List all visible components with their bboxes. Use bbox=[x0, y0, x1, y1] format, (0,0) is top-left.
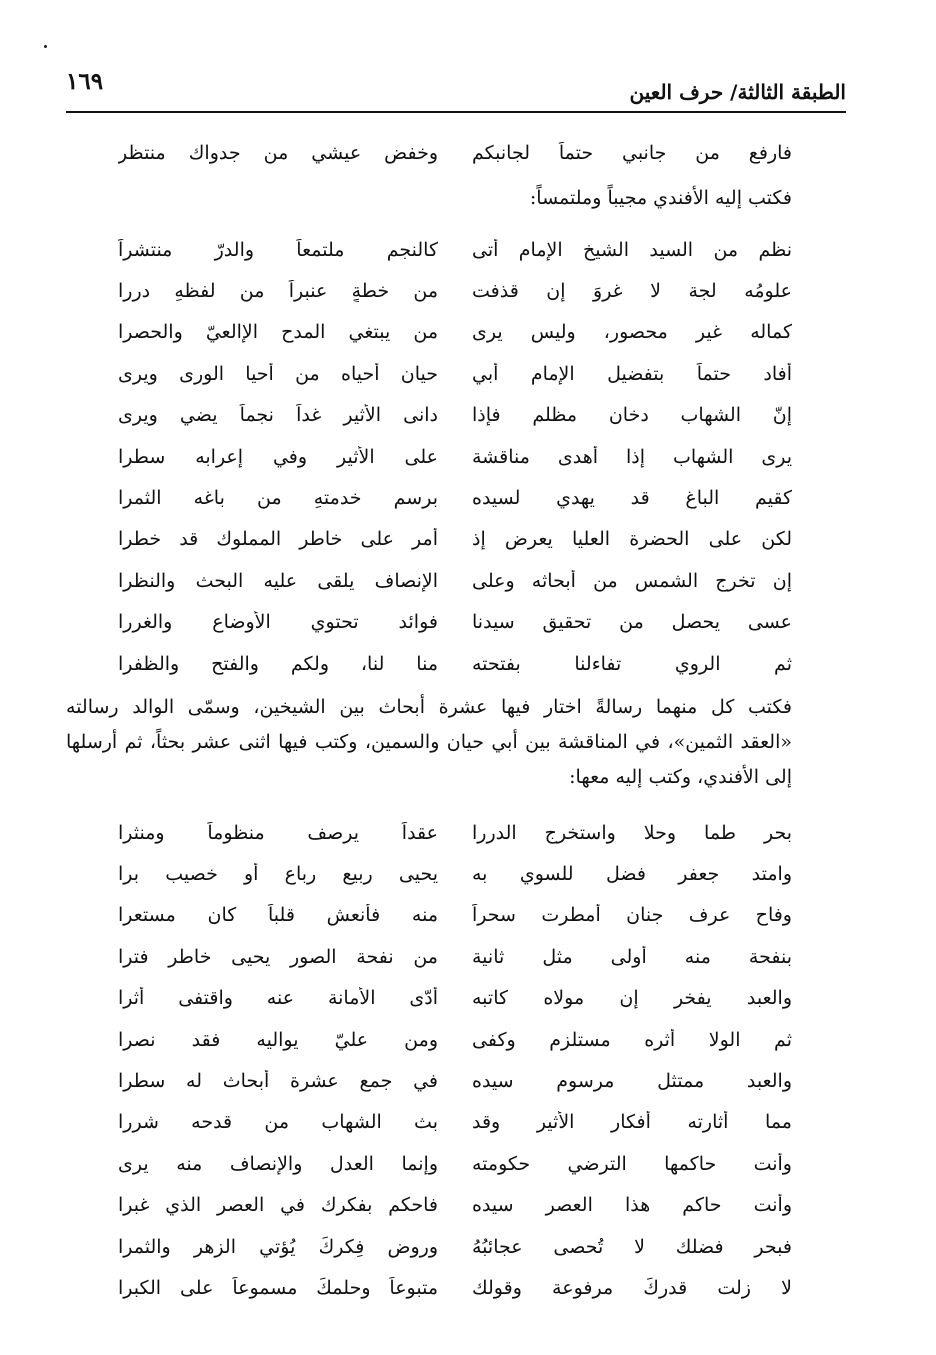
verse-second-hemistich: كالنجم ملتمعاً والدرّ منتشراً bbox=[118, 238, 438, 261]
verse-row bbox=[118, 1267, 792, 1308]
verse-second-hemistich: منا لنا، ولكم والفتح والظفرا bbox=[118, 652, 438, 675]
verse-first-hemistich: عسى يحصل من تحقيق سيدنا bbox=[472, 611, 792, 634]
verse-row bbox=[118, 1019, 792, 1060]
verse-first-hemistich: وامتد جعفر فضل للسوي به bbox=[472, 863, 792, 886]
header-rule bbox=[66, 111, 846, 113]
verse-row bbox=[118, 1185, 792, 1226]
page-number: ١٦٩ bbox=[66, 68, 104, 95]
verse-first-hemistich: والعبد يفخر إن مولاه كاتبه bbox=[472, 987, 792, 1010]
verse-first-hemistich: ثم الولا أثره مستلزم وكفى bbox=[472, 1028, 792, 1051]
verse-row bbox=[118, 812, 792, 853]
verse-second-hemistich: بث الشهاب من قدحه شررا bbox=[118, 1111, 438, 1134]
verse-second-hemistich: عقداً يرصف منظوماً ومنثرا bbox=[118, 821, 438, 844]
verse-second-hemistich: من نفحة الصور يحيى خاطر فترا bbox=[118, 945, 438, 968]
verse-second-hemistich: أدّى الأمانة عنه واقتفى أثرا bbox=[118, 987, 438, 1010]
verse-row bbox=[118, 312, 792, 353]
verse-first-hemistich: فبحر فضلك لا تُحصى عجائبُهُ bbox=[472, 1235, 792, 1258]
page-header bbox=[66, 62, 846, 112]
margin-dot bbox=[44, 45, 47, 48]
verse-row bbox=[118, 353, 792, 394]
prose-intro-reply: فكتب إليه الأفندي مجيباً وملتمساً: bbox=[529, 187, 792, 209]
verse-row bbox=[118, 853, 792, 894]
verse-first-hemistich: بنفحة منه أولى مثل ثانية bbox=[472, 945, 792, 968]
verse-second-hemistich: أمر على خاطر المملوك قد خطرا bbox=[118, 528, 438, 551]
verse-row bbox=[118, 643, 792, 684]
verse-second-hemistich: يحيى ربيع رباع أو خصيب برا bbox=[118, 863, 438, 886]
verse-second-hemistich: وروض فِكرِكَ يُؤتي الزهر والثمرا bbox=[118, 1235, 438, 1258]
verse-second-hemistich: فاحكم بفكرك في العصر الذي غبرا bbox=[118, 1194, 438, 1217]
verse-second-hemistich: متبوعاً وحلمكَ مسموعاً على الكبرا bbox=[118, 1276, 438, 1299]
verse-second-hemistich: في جمع عشرة أبحاث له سطرا bbox=[118, 1070, 438, 1093]
verse-row bbox=[118, 602, 792, 643]
prose-paragraph bbox=[66, 690, 792, 795]
verse-second-hemistich: دانى الأثير غداً نجماً يضي ويرى bbox=[118, 404, 438, 427]
verse-first-hemistich: كماله غير محصور، وليس يرى bbox=[472, 321, 792, 344]
verse-first-hemistich: إنّ الشهاب دخان مظلم فإذا bbox=[472, 404, 792, 427]
verse-second-hemistich: حيان أحياه من أحيا الورى ويرى bbox=[118, 362, 438, 385]
prose-line: «العقد الثمين»، في المناقشة بين أبي حيان والسمين، وكتب فيها اثنى عشر بحثاً، ثم أرسلها bbox=[66, 731, 792, 753]
verse-row bbox=[118, 477, 792, 518]
verse-row bbox=[118, 519, 792, 560]
running-title: الطبقة الثالثة/ حرف العين bbox=[629, 80, 846, 104]
verse-first-hemistich: مما أثارته أفكار الأثير وقد bbox=[472, 1111, 792, 1134]
prose-line: إلى الأفندي، وكتب إليه معها: bbox=[569, 766, 792, 788]
verse-first-hemistich: فارفع من جانبي حتماً لجانبكم bbox=[472, 141, 792, 164]
verse-second-hemistich: وإنما العدل والإنصاف منه يرى bbox=[118, 1152, 438, 1175]
verse-first-hemistich: نظم من السيد الشيخ الإمام أتى bbox=[472, 238, 792, 261]
verse-second-hemistich: برسم خدمتهِ من باغه الثمرا bbox=[118, 487, 438, 510]
verse-row bbox=[118, 1102, 792, 1143]
verse-second-hemistich: فوائد تحتوي الأوضاع والغررا bbox=[118, 611, 438, 634]
verse-first-hemistich: لكن على الحضرة العليا يعرض إذ bbox=[472, 528, 792, 551]
verse-row bbox=[118, 978, 792, 1019]
verse-block-bottom bbox=[118, 812, 792, 1309]
verse-second-hemistich: منه فأنعش قلباً كان مستعرا bbox=[118, 904, 438, 927]
verse-block-middle bbox=[118, 229, 792, 684]
verse-row bbox=[118, 436, 792, 477]
verse-first-hemistich: يرى الشهاب إذا أهدى مناقشة bbox=[472, 445, 792, 468]
verse-first-hemistich: بحر طما وحلا واستخرج الدررا bbox=[472, 821, 792, 844]
verse-first-hemistich: علومُه لجة لا غروَ إن قذفت bbox=[472, 280, 792, 303]
verse-second-hemistich: الإنصاف يلقى عليه البحث والنظرا bbox=[118, 569, 438, 592]
verse-row bbox=[118, 560, 792, 601]
verse-row bbox=[118, 395, 792, 436]
verse-block-top bbox=[118, 132, 792, 173]
verse-first-hemistich: وأنت حاكم هذا العصر سيده bbox=[472, 1194, 792, 1217]
verse-first-hemistich: كقيم الباغ قد يهدي لسيده bbox=[472, 487, 792, 510]
prose-line: فكتب كل منهما رسالةً اختار فيها عشرة أبحاث بين الشيخين، وسمّى الوالد رسالته bbox=[66, 696, 792, 718]
verse-row bbox=[118, 1060, 792, 1101]
verse-first-hemistich: وفاح عرف جنان أمطرت سحراً bbox=[472, 904, 792, 927]
verse-row bbox=[118, 270, 792, 311]
verse-first-hemistich: ثم الروي تفاءلنا بفتحته bbox=[472, 652, 792, 675]
verse-second-hemistich: على الأثير وفي إعرابه سطرا bbox=[118, 445, 438, 468]
verse-first-hemistich: لا زلت قدركَ مرفوعة وقولك bbox=[472, 1276, 792, 1299]
verse-row bbox=[118, 1143, 792, 1184]
verse-second-hemistich: ومن عليّ يواليه فقد نصرا bbox=[118, 1028, 438, 1051]
verse-row bbox=[118, 936, 792, 977]
verse-second-hemistich: من يبتغي المدح الإالعيّ والحصرا bbox=[118, 321, 438, 344]
verse-row bbox=[118, 229, 792, 270]
verse-row bbox=[118, 1226, 792, 1267]
verse-first-hemistich: إن تخرج الشمس من أبحاثه وعلى bbox=[472, 569, 792, 592]
verse-first-hemistich: وأنت حاكمها الترضي حكومته bbox=[472, 1152, 792, 1175]
verse-first-hemistich: والعبد ممتثل مرسوم سيده bbox=[472, 1070, 792, 1093]
verse-second-hemistich: وخفض عيشي من جدواك منتظر bbox=[118, 141, 438, 164]
verse-row bbox=[118, 895, 792, 936]
verse-first-hemistich: أفاد حتماً بتفضيل الإمام أبي bbox=[472, 362, 792, 385]
verse-second-hemistich: من خطةٍ عنبراً من لفظهِ دررا bbox=[118, 280, 438, 303]
verse-row bbox=[118, 132, 792, 173]
